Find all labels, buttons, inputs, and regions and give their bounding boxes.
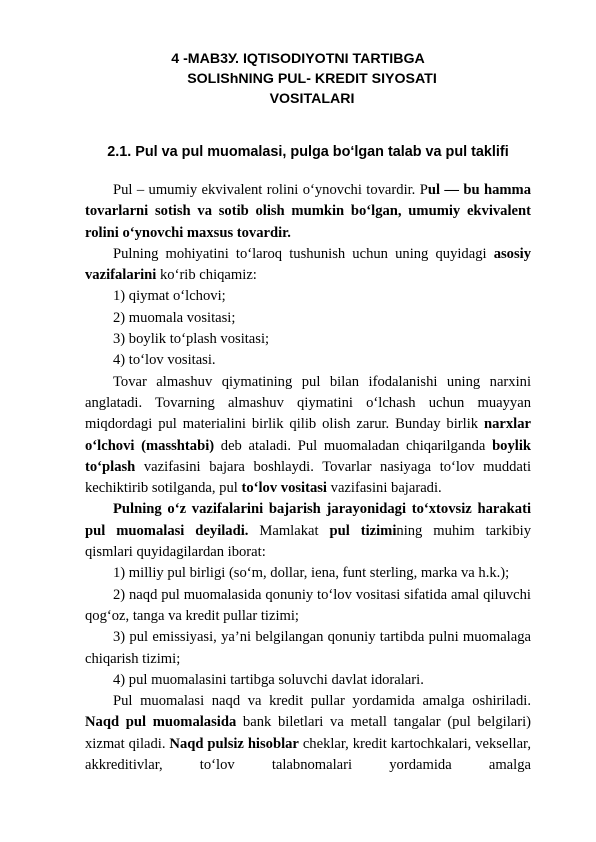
- text-span: deb ataladi. Pul muomaladan chiqarilganda: [214, 437, 493, 454]
- list-item: 2) naqd pul muomalasida qonuniy to‘lov vositasi sifatida amal qiluvchi qog‘oz, tanga va kredit pullar tizimi;: [85, 586, 531, 624]
- paragraph-money-definition: [85, 180, 531, 244]
- bold-text: pul tizimi: [329, 522, 397, 539]
- paragraph-money-circulation: [85, 499, 531, 563]
- paragraph-cash-noncash: [85, 691, 531, 776]
- list-item: 4) to‘lov vositasi.: [113, 352, 216, 369]
- bold-text: asosiy vazifalarini: [85, 245, 531, 284]
- paragraph-price-measure: [85, 372, 531, 500]
- paragraph-functions-intro: [85, 244, 531, 287]
- bold-text: ul — bu hamma tovarlarni sotish va sotib olish mumkin bo‘lgan, umumiy ekvivalent rolini o‘ynovchi maxsus tovardir.: [85, 182, 531, 241]
- text-span: ko‘rib chiqamiz:: [156, 267, 257, 284]
- text-span: bank biletlari va metall tangalar (pul belgilari) xizmat qiladi.: [85, 714, 531, 752]
- list-item: 3) pul emissiyasi, ya’ni belgilangan qonuniy tartibda pulni muomalaga chiqarish tizimi;: [85, 629, 531, 667]
- list-item: 3) boylik to‘plash vositasi;: [113, 331, 270, 348]
- bold-text: Naqd pulsiz hisoblar: [169, 735, 299, 752]
- chapter-heading-line2: SOLIShNING PUL- KREDIT SIYOSATI: [187, 71, 437, 87]
- bold-text: to‘lov vositasi: [241, 480, 327, 497]
- chapter-heading-line3: VOSITALARI: [269, 91, 355, 107]
- list-item: 1) qiymat o‘lchovi;: [113, 288, 226, 305]
- text-span: cheklar, kredit kartochkalari, veksellar, akkreditivlar, to‘lov talabnomalari yordamida amalga: [85, 735, 531, 774]
- text-span: ning muhim tarkibiy qismlari quyidagilardan iborat:: [85, 522, 531, 561]
- bold-text: boylik to‘plash: [85, 437, 531, 475]
- section-title: 2.1. Pul va pul muomalasi, pulga bo‘lgan talab va pul taklifi: [107, 144, 509, 160]
- bold-text: Pulning o‘z vazifalarini bajarish jarayonidagi to‘xtovsiz harakati pul muomalasi deyiladi.: [85, 501, 531, 539]
- document-body: [85, 180, 531, 776]
- text-span: Pul – umumiy ekvivalent rolini o‘ynovchi tovardir. P: [113, 182, 428, 198]
- text-span: vazifasini bajaradi.: [327, 480, 442, 497]
- text-span: Tovar almashuv qiymatining pul bilan ifodalanishi uning narxini anglatadi. Tovarning almashuv qiymatini o‘lchash uchun muayyan miqdordagi pul materialini birlik qilib olish zarur. Bunday birlik: [85, 373, 531, 433]
- list-item: 1) milliy pul birligi (so‘m, dollar, iena, funt sterling, marka va h.k.);: [113, 565, 510, 582]
- text-span: Pul muomalasi naqd va kredit pullar yordamida amalga oshiriladi.: [113, 693, 531, 710]
- chapter-heading-line1: 4 -MAB3У. IQTISODIYOTNI TARTIBGA: [171, 51, 425, 67]
- list-item: 4) pul muomalasini tartibga soluvchi davlat idoralari.: [113, 671, 424, 688]
- text-span: Mamlakat: [248, 522, 330, 539]
- list-item: 2) muomala vositasi;: [113, 309, 236, 326]
- bold-text: Naqd pul muomalasida: [85, 714, 237, 731]
- text-span: vazifasini bajara boshlaydi. Tovarlar nasiyaga to‘lov muddati kechiktirib sotilganda, pul: [85, 458, 531, 497]
- bold-text: narxlar o‘lchovi (masshtabi): [85, 416, 531, 454]
- text-span: Pulning mohiyatini to‘laroq tushunish uchun uning quyidagi: [113, 245, 494, 262]
